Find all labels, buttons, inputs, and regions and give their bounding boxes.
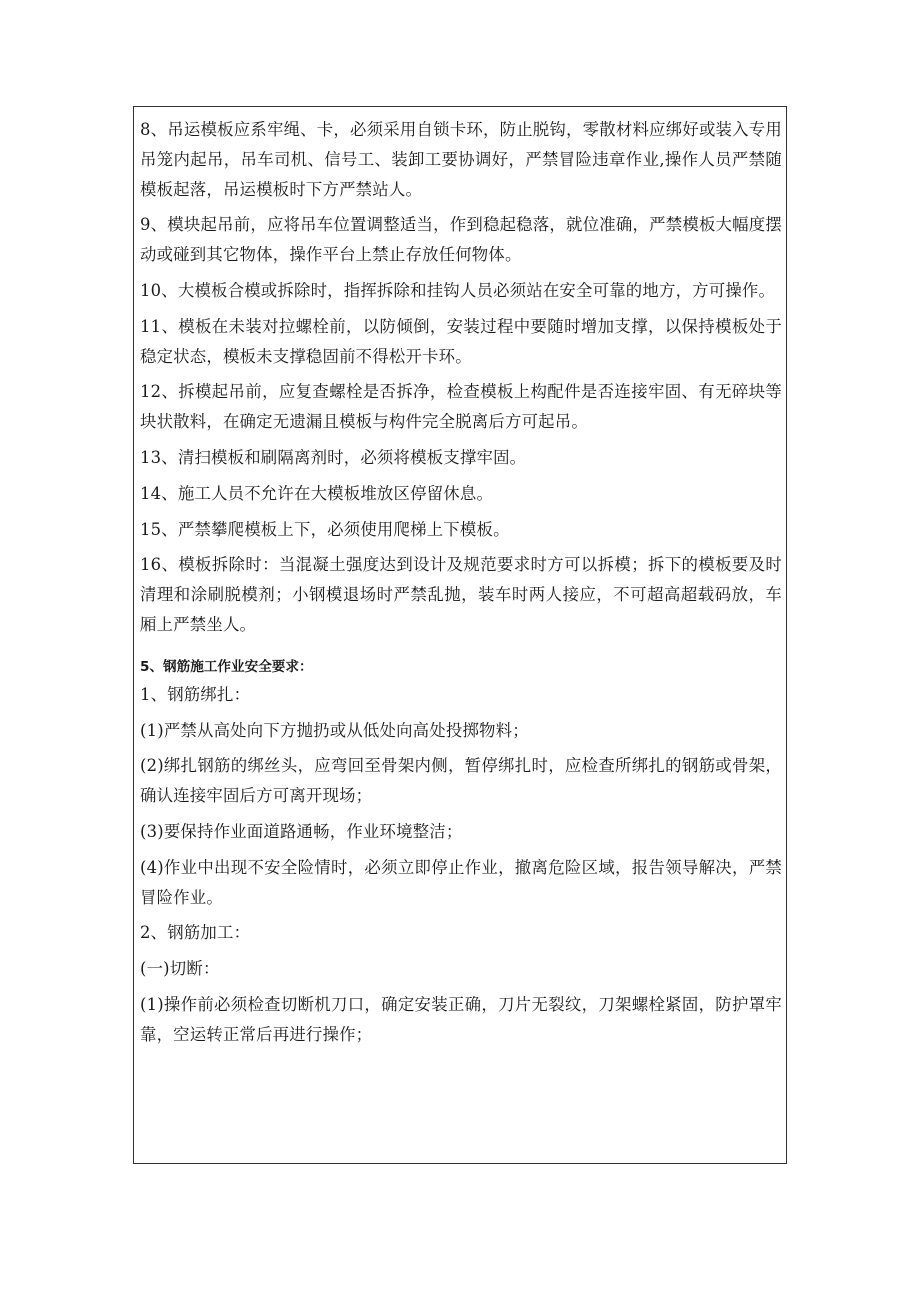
document-frame — [133, 106, 787, 1164]
binding-item-4: (4)作业中出现不安全险情时，必须立即停止作业，撤离危险区域，报告领导解决，严禁冒险作业。 — [140, 857, 782, 907]
clause-16: 16、模板拆除时：当混凝土强度达到设计及规范要求时方可以拆模；拆下的模板要及时清理和涂刷脱模剂；小钢模退场时严禁乱抛，装车时两人接应，不可超高超载码放，车厢上严禁坐人。 — [140, 555, 782, 634]
subsection-rebar-binding: 1、钢筋绑扎： — [140, 684, 251, 704]
clause-14: 14、施工人员不允许在大模板堆放区停留休息。 — [140, 483, 494, 503]
clause-9: 9、模块起吊前，应将吊车位置调整适当，作到稳起稳落，就位准确，严禁模板大幅度摆动或碰到其它物体，操作平台上禁止存放任何物体。 — [140, 215, 782, 265]
clause-12: 12、拆模起吊前，应复查螺栓是否拆净，检查模板上构配件是否连接牢固、有无碎块等块状散料，在确定无遗漏且模板与构件完全脱离后方可起吊。 — [140, 382, 782, 432]
clause-8: 8、吊运模板应系牢绳、卡，必须采用自锁卡环，防止脱钩，零散材料应绑好或装入专用吊笼内起吊，吊车司机、信号工、装卸工要协调好，严禁冒险违章作业,操作人员严禁随模板起落，吊运模板时下方严禁站人。 — [140, 120, 782, 199]
cutting-item-1: (1)操作前必须检查切断机刀口，确定安装正确，刀片无裂纹，刀架螺栓紧固，防护罩牢靠，空运转正常后再进行操作； — [140, 994, 782, 1044]
clause-11: 11、模板在未装对拉螺栓前，以防倾倒，安装过程中要随时增加支撑，以保持模板处于稳定状态，模板未支撑稳固前不得松开卡环。 — [140, 316, 782, 366]
subsection-rebar-processing: 2、钢筋加工： — [140, 923, 251, 943]
binding-item-3: (3)要保持作业面道路通畅，作业环境整洁； — [140, 821, 463, 841]
binding-item-2: (2)绑扎钢筋的绑丝头，应弯回至骨架内侧，暂停绑扎时，应检查所绑扎的钢筋或骨架，确认连接牢固后方可离开现场； — [140, 756, 782, 806]
clause-15: 15、严禁攀爬模板上下，必须使用爬梯上下模板。 — [140, 519, 510, 539]
processing-cutting-heading: (一)切断： — [140, 959, 220, 979]
binding-item-1: (1)严禁从高处向下方抛扔或从低处向高处投掷物料； — [140, 720, 529, 740]
section-heading: 5、钢筋施工作业安全要求： — [140, 658, 313, 675]
clause-13: 13、清扫模板和刷隔离剂时，必须将模板支撑牢固。 — [140, 447, 527, 467]
clause-10: 10、大模板合模或拆除时，指挥拆除和挂钩人员必须站在安全可靠的地方，方可操作。 — [140, 280, 776, 300]
